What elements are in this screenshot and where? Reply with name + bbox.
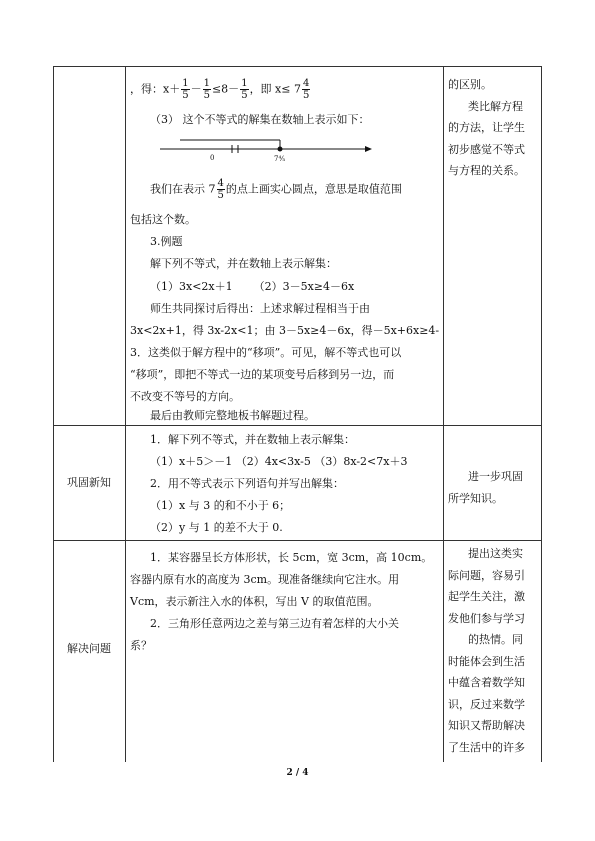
consolidate-line: （2）y 与 1 的差不大于 0. <box>150 521 283 534</box>
consolidate-line: （1）x＋5＞－1 （2）4x<3x-5 （3）8x-2<7x＋3 <box>150 455 408 468</box>
consolidate-line: （1）x 与 3 的和不小于 6； <box>150 499 291 512</box>
example-items: （1）3x<2x＋1 （2）3－5x≥4－6x <box>150 280 355 293</box>
discussion-line: “移项”，即把不等式一边的某项变号后移到另一边，而 <box>130 368 395 381</box>
row-label-consolidate: 巩固新知 <box>67 476 111 489</box>
problem-line: Vcm，表示新注入水的体积，写出 V 的取值范围。 <box>130 595 379 608</box>
note-line: 的方法，让学生 <box>448 121 525 134</box>
note-line: 所学知识。 <box>448 491 503 505</box>
fraction: $\frac{1}{5}$ <box>241 78 248 101</box>
solid-dot-explanation: 我们在表示 7 $\frac{4}{5}$ 的点上画实心圆点，意思是取值范围 <box>150 178 402 201</box>
tick-label-zero: 0 <box>210 154 215 162</box>
table-border-left <box>53 66 54 762</box>
note-line: 发他们参与学习 <box>448 611 525 625</box>
note-line: 际问题，容易引 <box>448 568 525 582</box>
number-line-figure <box>160 136 390 166</box>
row1-note <box>448 74 538 182</box>
row-label-problem-solving: 解决问题 <box>67 642 111 655</box>
row2-note <box>448 466 538 509</box>
note-line: 的热情。同 <box>468 633 523 646</box>
problem-line: 1．某容器呈长方体形状，长 5cm，宽 3cm，高 10cm。 <box>150 551 433 564</box>
example-title: 3.例题 <box>150 235 183 248</box>
page-number: 2 / 4 <box>286 768 309 778</box>
solid-dot <box>278 147 283 152</box>
example-intro: 解下列不等式，并在数轴上表示解集： <box>150 257 337 270</box>
note-line: 知识又帮助解决 <box>448 719 525 732</box>
fraction: $\frac{1}{5}$ <box>203 78 210 101</box>
note-line: 起学生关注，激 <box>448 590 525 603</box>
discussion-line: 3x<2x+1，得 3x-2x<1；由 3－5x≥4－6x，得－5x+6x≥4- <box>130 324 440 337</box>
number-line-arrow <box>365 146 372 152</box>
note-line: 的区别。 <box>448 78 492 91</box>
note-line: 进一步巩固 <box>468 470 523 483</box>
note-line: 中蕴含着数学知 <box>448 676 525 689</box>
fraction: $\frac{4}{5}$ <box>302 78 310 101</box>
fraction: $\frac{4}{5}$ <box>217 178 224 201</box>
discussion-line: 师生共同探讨后得出：上述求解过程相当于由 <box>150 302 370 315</box>
table-row-divider-2 <box>53 540 542 541</box>
problem-line: 系？ <box>130 639 152 652</box>
note-line: 时能体会到生活 <box>448 654 525 668</box>
table-border-right <box>541 66 542 762</box>
note-line: 初步感觉不等式 <box>448 142 525 156</box>
discussion-line: 不改变不等号的方向。 <box>130 390 240 403</box>
note-line: 提出这类实 <box>468 547 523 560</box>
consolidate-line: 1．解下列不等式，并在数轴上表示解集： <box>150 433 355 446</box>
note-line: 类比解方程 <box>468 99 523 113</box>
consolidate-line: 2．用不等式表示下列语句并写出解集： <box>150 477 344 490</box>
solve-result-line: ，得：x＋ $\frac{1}{5}$ － $\frac{1}{5}$ ≤8－ $\frac{1}{5}$ ，即 x≤ 7 $\frac{4}{5}$ <box>130 78 310 101</box>
row3-note <box>448 543 538 758</box>
discussion-line: 3．这类似于解方程中的“移项”。可见，解不等式也可以 <box>130 346 402 359</box>
step3-text: （3） 这个不等式的解集在数轴上表示如下： <box>150 113 370 126</box>
point-label: 7⅘ <box>274 155 286 163</box>
problem-line: 2．三角形任意两边之差与第三边有着怎样的大小关 <box>150 617 399 630</box>
fraction: $\frac{1}{5}$ <box>182 78 189 101</box>
note-line: 与方程的关系。 <box>448 164 525 177</box>
problem-line: 容器内原有水的高度为 3cm。现准备继续向它注水。用 <box>130 573 400 586</box>
table-border-col1 <box>125 66 126 762</box>
table-border-top <box>53 66 542 67</box>
solid-dot-explanation-cont: 包括这个数。 <box>130 213 196 226</box>
note-line: 了生活中的许多 <box>448 740 525 754</box>
table-border-col2 <box>443 66 444 762</box>
note-line: 识，反过来数学 <box>448 697 525 711</box>
final-remark: 最后由教师完整地板书解题过程。 <box>150 409 315 422</box>
